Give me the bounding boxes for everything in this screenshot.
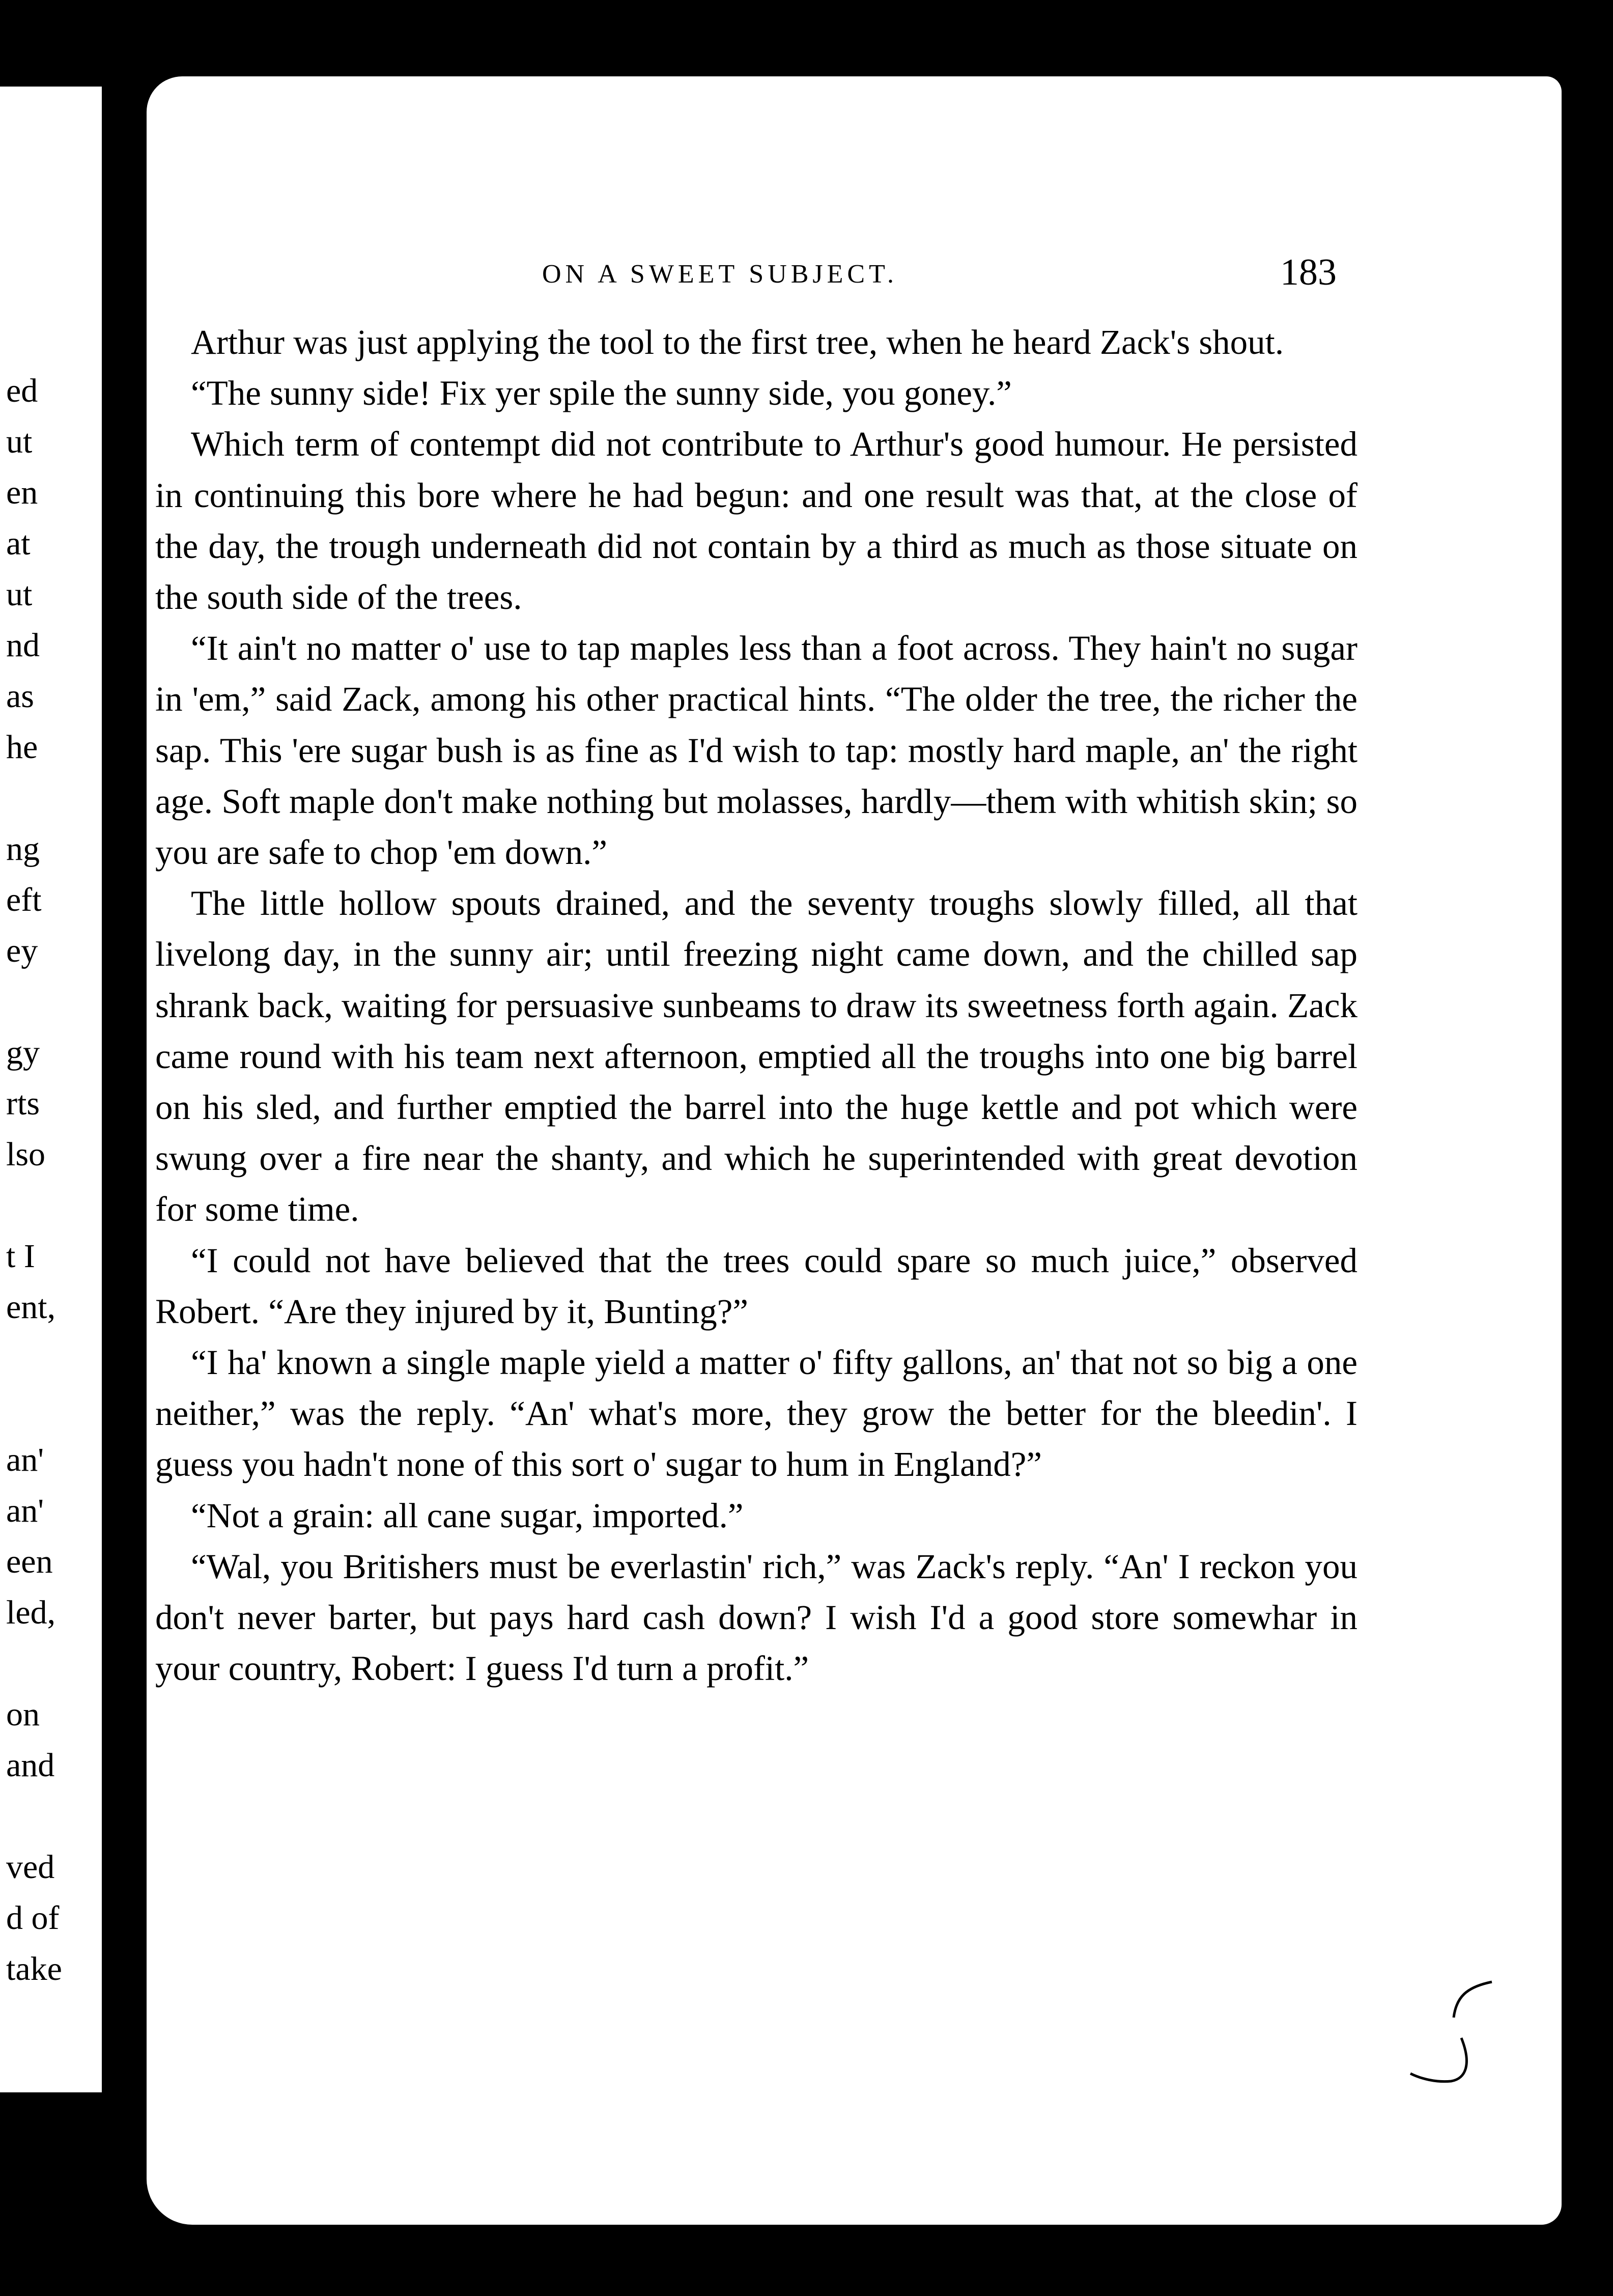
paragraph: Which term of contempt did not contribute to Arthur's good humour. He persisted in continuing this bore where he had begun: and one result was that, at the close of the day, the trough underneath did not contain by a third as much as those situate on the south side of the trees.	[155, 425, 1357, 617]
paragraph: “I could not have believed that the trees could spare so much juice,” observed Robert. “Are they injured by it, Bunting?”	[155, 1241, 1357, 1331]
running-header	[150, 251, 1558, 300]
margin-fragment: ent,	[6, 1289, 56, 1326]
margin-fragment: t I	[6, 1238, 35, 1275]
margin-fragment: at	[6, 525, 31, 562]
margin-fragment: on	[6, 1696, 40, 1733]
pencil-mark-icon	[1405, 1977, 1497, 2109]
margin-fragment: en	[6, 474, 38, 511]
margin-fragment: ey	[6, 932, 38, 969]
paragraph: “It ain't no matter o' use to tap maples less than a foot across. They hain't no sugar in 'em,” said Zack, among his other practical hints. “The older the tree, the richer the sap. This 'ere sugar bush is as fine as I'd wish to tap: mostly hard maple, an' the right age. Soft maple don't make nothing but molasses, hardly—them with whitish skin; so you are safe to chop 'em down.”	[155, 629, 1357, 872]
margin-fragment: gy	[6, 1034, 40, 1071]
paragraph: “Wal, you Britishers must be everlastin' rich,” was Zack's reply. “An' I reckon you don't never barter, but pays hard cash down? I wish I'd a good store somewhar in your country, Robert: I guess I'd turn a profit.”	[155, 1547, 1357, 1688]
margin-fragment: een	[6, 1543, 53, 1580]
page-body	[150, 80, 1558, 2221]
margin-fragment: ut	[6, 423, 33, 460]
margin-fragment: and	[6, 1747, 55, 1784]
margin-fragment: nd	[6, 627, 40, 664]
margin-fragment: lso	[6, 1136, 46, 1173]
margin-fragment: d of	[6, 1899, 60, 1937]
margin-fragment: ut	[6, 576, 33, 613]
paragraph: “Not a grain: all cane sugar, imported.”	[191, 1496, 744, 1535]
margin-fragment: ed	[6, 372, 38, 409]
margin-fragment: ng	[6, 830, 40, 867]
margin-fragment: he	[6, 729, 38, 766]
margin-fragment: rts	[6, 1085, 40, 1122]
margin-fragment: ved	[6, 1849, 55, 1886]
page-number: 183	[1280, 251, 1337, 293]
margin-fragment: an'	[6, 1492, 44, 1529]
margin-fragment: as	[6, 678, 34, 715]
margin-fragment: take	[6, 1950, 62, 1987]
margin-fragment: led,	[6, 1594, 56, 1631]
book-page	[147, 76, 1562, 2225]
running-title: ON A SWEET SUBJECT.	[542, 260, 898, 289]
adjacent-page-strip	[0, 87, 102, 2092]
paragraph: The little hollow spouts drained, and the seventy troughs slowly filled, all that livelong day, in the sunny air; until freezing night came down, and the chilled sap shrank back, waiting for persuasive sunbeams to draw its sweetness forth again. Zack came round with his team next afternoon, emptied all the troughs into one big barrel on his sled, and further emptied the barrel into the huge kettle and pot which were swung over a fire near the shanty, and which he superintended with great devotion for some time.	[155, 884, 1357, 1229]
body-text	[155, 317, 1357, 1694]
paragraph: “The sunny side! Fix yer spile the sunny side, you goney.”	[191, 374, 1012, 413]
paragraph: Arthur was just applying the tool to the first tree, when he heard Zack's shout.	[191, 323, 1284, 361]
margin-fragment: eft	[6, 881, 42, 918]
margin-fragment: an'	[6, 1441, 44, 1478]
paragraph: “I ha' known a single maple yield a matter o' fifty gallons, an' that not so big a one neither,” was the reply. “An' what's more, they grow the better for the bleedin'. I guess you hadn't none of this sort o' sugar to hum in England?”	[155, 1343, 1357, 1484]
